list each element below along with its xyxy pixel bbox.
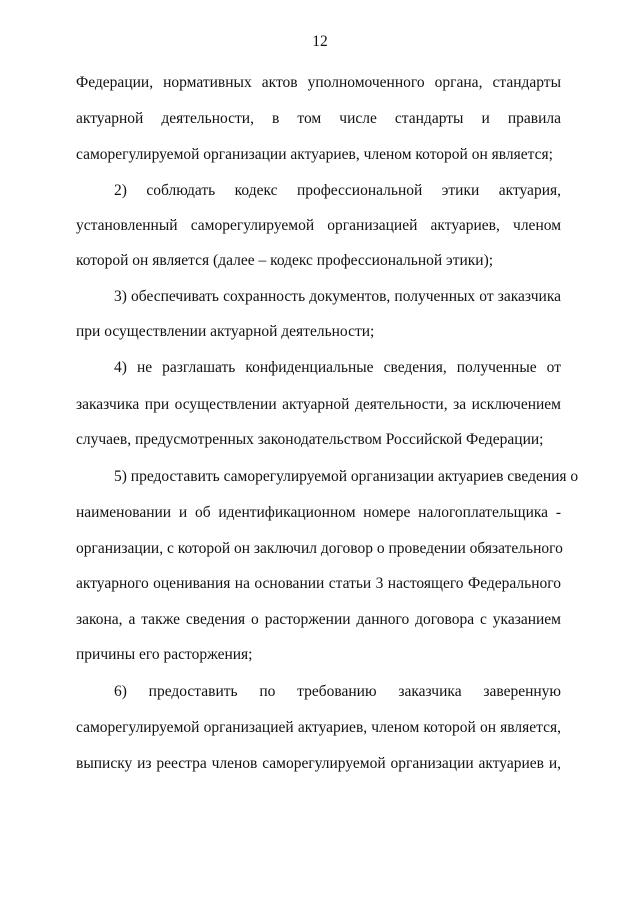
text-line: при осуществлении актуарной деятельности; [76,323,375,340]
page-number: 12 [312,33,328,50]
text-line: причины его расторжения; [76,646,253,663]
text-line: установленный саморегулируемой организацией актуариев, членом [76,217,561,234]
text-line: заказчика при осуществлении актуарной деятельности, за исключением [76,396,561,413]
text-line: 4) не разглашать конфиденциальные сведения, полученные от [114,359,561,376]
text-line: саморегулируемой организации актуариев, членом которой он является; [76,146,553,163]
text-line: закона, а также сведения о расторжении данного договора с указанием [76,611,561,628]
text-line: Федерации, нормативных актов уполномоченного органа, стандарты [76,74,561,91]
text-line: 5) предоставить саморегулируемой организации актуариев сведения о [114,468,579,485]
text-line: 6) предоставить по требованию заказчика заверенную [114,683,561,700]
text-line: наименовании и об идентификационном номере налогоплательщика - [76,504,561,521]
text-line: актуарного оценивания на основании статьи 3 настоящего Федерального [76,575,561,592]
text-line: выписку из реестра членов саморегулируемой организации актуариев и, [76,755,561,772]
text-line: 2) соблюдать кодекс профессиональной этики актуария, [114,182,561,199]
text-line: 3) обеспечивать сохранность документов, полученных от заказчика [114,288,561,305]
text-line: саморегулируемой организацией актуариев, членом которой он является, [76,719,561,736]
text-line: актуарной деятельности, в том числе стандарты и правила [76,110,561,127]
text-line: организации, с которой он заключил договор о проведении обязательного [76,540,563,557]
text-line: случаев, предусмотренных законодательством Российской Федерации; [76,431,544,448]
text-line: которой он является (далее – кодекс профессиональной этики); [76,252,494,269]
